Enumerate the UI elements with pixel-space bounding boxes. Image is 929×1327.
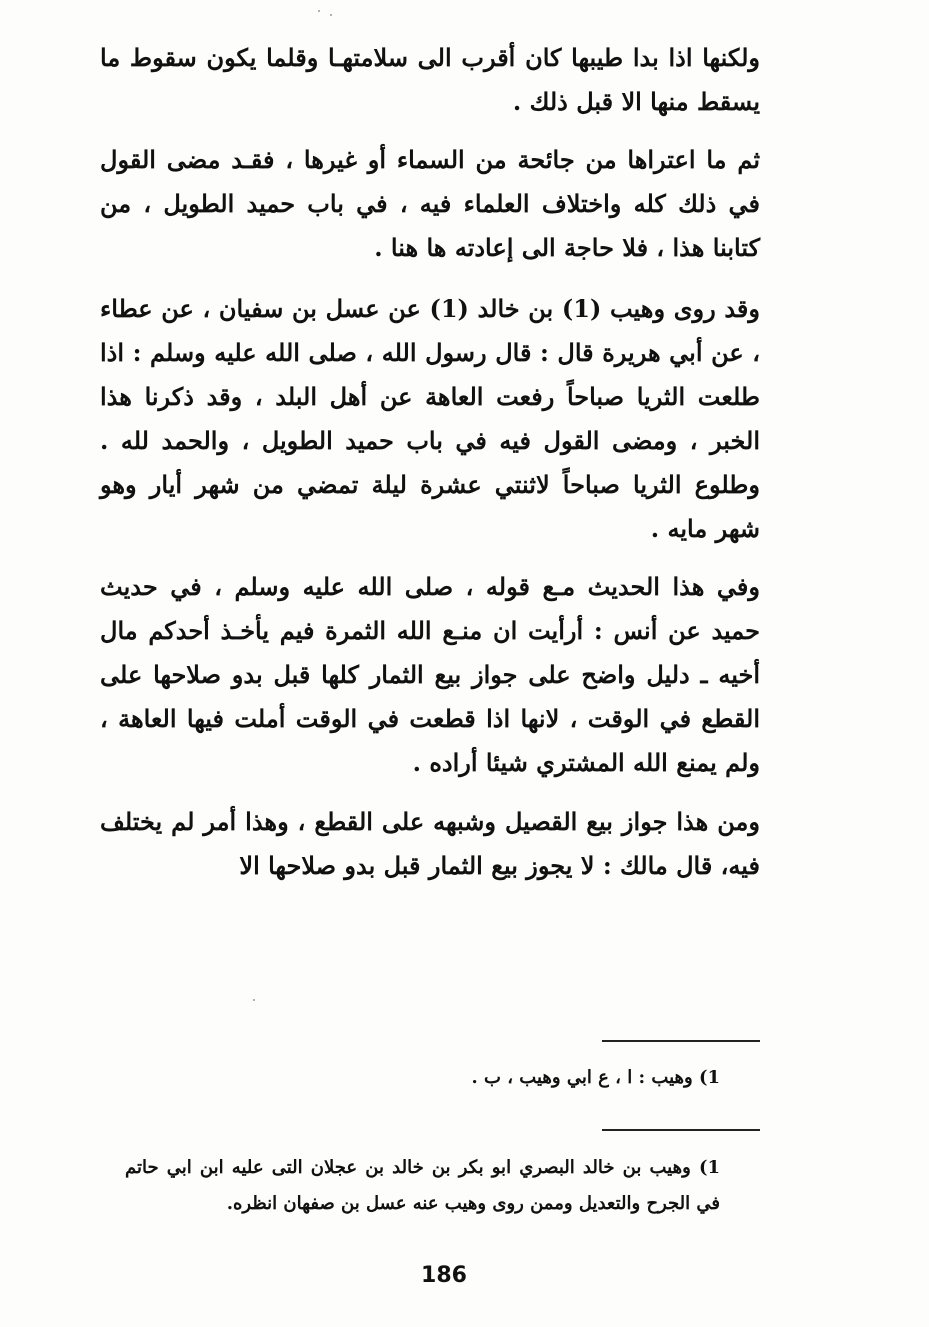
footnote-divider-2 [602, 1129, 760, 1131]
paragraph-2: ثم ما اعتراها من جائحة من السماء أو غيرها ، فقـد مضى القول في ذلك كله واختلاف العلماء فيه ، في باب حميد الطويل ، من كتابنا هذا ، فلا حاجة الى إعادته ها هنا . [100, 145, 760, 262]
paragraph-4: وفي هذا الحديث مـع قوله ، صلى الله عليه وسلم ، في حديث حميد عن أنس : أرأيت ان منـع الله الثمرة فيم يأخـذ أحدكم مال أخيه ـ دليل واضح على جواز بيع الثمار كلها قبل بدو صلاحها على القطع في الوقت ، لانها اذا قطعت في الوقت أملت فيها العاهة ، ولم يمنع الله المشتري شيئا أراده . [100, 572, 760, 777]
scan-speck [253, 999, 255, 1001]
footnote-biography: 1) وهيب بن خالد البصري ابو بكر بن خالد بن عجلان التى عليه ابن ابي حاتم في الجرح والتعديل وممن روى وهيب عنه عسل بن صفهان انظره. [125, 1157, 720, 1214]
scan-speck [330, 14, 332, 16]
paragraph-3: وقد روى وهيب (1) بن خالد (1) عن عسل بن سفيان ، عن عطاء ، عن أبي هريرة قال : قال رسول الله ، صلى الله عليه وسلم : اذا طلعت الثريا صباحاً رفعت العاهة عن أهل البلد ، وقد ذكرنا هذا الخبر ، ومضى القول فيه في باب حميد الطويل ، والحمد لله . وطلوع الثريا صباحاً لاثنتي عشرة ليلة تمضي من شهر أيار وهو شهر مايه . [100, 294, 760, 543]
footnote-divider-1 [602, 1040, 760, 1042]
footnote-variant: 1) وهيب : ا ، ع ابي وهيب ، ب . [471, 1067, 720, 1088]
page-number: 186 [421, 1263, 467, 1288]
paragraph-1: ولكنها اذا بدا طيبها كان أقرب الى سلامتهـا وقلما يكون سقوط ما يسقط منها الا قبل ذلك . [100, 43, 760, 116]
paragraph-5: ومن هذا جواز بيع القصيل وشبهه على القطع ، وهذا أمر لم يختلف فيه، قال مالك : لا يجوز بيع الثمار قبل بدو صلاحها الا [100, 807, 760, 880]
scan-speck [318, 10, 320, 12]
